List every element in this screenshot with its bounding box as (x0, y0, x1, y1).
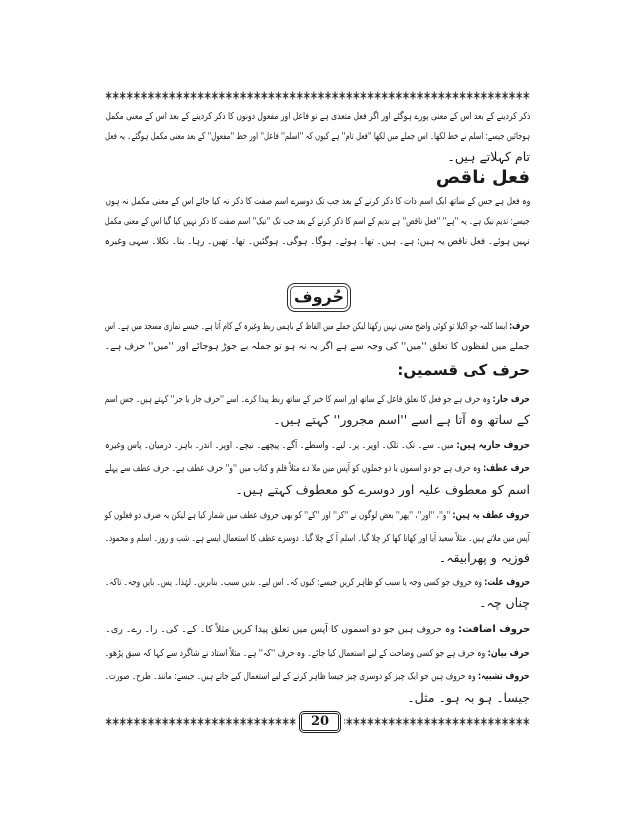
line-content (105, 459, 530, 479)
harf-jaar-line-1 (105, 388, 530, 408)
definition-text: ''و''، ''اور''، ''پھر'' بعض لوگوں نے ''کر'' اور ''کے'' کو بھی حروف عطف میں شمار کیا ہے لیکن یہ صرف دو فعلوں کو (104, 510, 451, 521)
paragraph-text: آپس میں ملاتے ہیں۔ مثلاً سعید آیا اور کھانا کھا کر چلا گیا۔ اسلم آ کے چلا گیا۔ دوسرے عطف کا استعمال ایسے ہے۔ شب و روز۔ اسلم و محمود۔ (104, 533, 530, 544)
types-heading: حرف کی قسمیں: (397, 361, 530, 379)
line-content (105, 506, 530, 526)
term-label: حروف علت: (484, 577, 530, 588)
definition-text: ایسا کلمہ جو اکیلا تو کوئی واضح معنی نہیں رکھتا لیکن جملے میں الفاظ کے باہمی ربط وغیرہ کے کام آتا ہے۔ جیسے نمازی مسجد میں ہے۔ اس (105, 321, 508, 332)
definition-text: وہ حروف جو کسی وجہ یا سبب کو ظاہر کریں جیسے: کیوں کہ۔ اس لیے۔ بدیں سبب۔ بنابریں۔ لہٰذا۔ پس۔ بایں وجہ۔ تاکہ۔ (104, 577, 482, 588)
fel-naqis-line-2 (105, 210, 530, 230)
paragraph-text: جیسا۔ ہو بہ ہو۔ مثل۔ (407, 690, 530, 705)
line-content (105, 436, 530, 456)
term-label: حروف تشبیہ: (478, 671, 530, 682)
harf-line-2 (105, 335, 530, 355)
paragraph-text: وہ فعل ہے جس کے ساتھ ایک اسم ذات کا ذکر کرنے کے بعد جب تک دوسرے اسم صفت کا ذکر نہ کیا جائے اس کے معنی مکمل نہ ہوں (104, 196, 530, 207)
section-title-box: حُروف (287, 283, 351, 312)
huroof-atf-line-2 (105, 527, 530, 547)
paragraph-text: اسم کو معطوف علیہ اور دوسرے کو معطوف کہتے ہیں۔ (235, 482, 530, 497)
term-label: حرف: (509, 321, 530, 332)
harf-atf-line-2 (105, 480, 530, 500)
fel-naqis-line-3 (105, 230, 530, 250)
definition-text: میں۔ سے۔ تک۔ تلک۔ اوپر۔ پر۔ لیے۔ واسطے۔ آگے۔ پیچھے۔ نیچے۔ اوپر۔ اندر۔ باہر۔ درمیان۔ پاس وغیرہ (105, 440, 454, 451)
paragraph-text: نہیں ہوئے۔ فعل ناقص یہ ہیں: ہے۔ ہیں۔ تھا۔ ہوئے۔ ہوگا۔ ہوگی۔ ہوگئیں۔ تھا۔ تھیں۔ رہا۔ بنا۔ نکلا۔ سہی وغیرہ (105, 236, 530, 247)
term-label: حروف عطف یہ ہیں: (452, 510, 530, 521)
definition-text: وہ حرف ہے جو دو اسموں یا دو جملوں کو آپس میں ملا دے مثلاً قلم و کتاب میں ''و'' حرف عطف ہے۔ حرف عطف سے پہلے (105, 463, 481, 474)
huroof-atf-line-3 (105, 548, 530, 568)
harf-bayan-line-1 (105, 642, 530, 662)
harf-line-1 (105, 315, 530, 335)
fel-taam-line-3 (105, 147, 530, 167)
paragraph-text: جیسے: ندیم نیک ہے۔ یہ ''ہے'' ''فعل ناقص'' ہے ندیم کے اسم کا ذکر کرنے کے بعد جب تک ''نیک'' اسم صفت کا ذکر نہیں کیا گیا اس کے معنی مکمل (105, 216, 530, 227)
line-content (105, 667, 530, 687)
paragraph-text: چناں چہ۔ (479, 595, 530, 610)
paragraph-text: کے ساتھ وہ آتا ہے اسے ''اسم مجرور'' کہتے ہیں۔ (273, 412, 530, 427)
fel-taam-line-1 (105, 105, 530, 125)
huroof-tashbih-line-2 (105, 688, 530, 708)
line-content (105, 390, 530, 410)
fel-taam-line-2 (105, 125, 530, 145)
term-label: حروف اضافت: (457, 624, 530, 635)
paragraph-text: تام کہلاتے ہیں۔ (447, 149, 530, 164)
paragraph-text: فوزیہ و پھرابیقہ۔ (438, 550, 530, 565)
huroof-illat-line-1 (105, 571, 530, 591)
term-label: حروف جاریہ ہیں: (456, 440, 530, 451)
definition-text: وہ حروف ہیں جو ایک چیز کو دوسری چیز جیسا ظاہر کرنے کے لیے استعمال کیے جاتے ہیں۔ جیسے: مانند۔ طرح۔ صورت۔ (105, 671, 477, 682)
definition-text: وہ حرف ہے جو کسی وضاحت کے لیے استعمال کیا جائے۔ وہ حرف ''کہ'' ہے۔ مثلاً استاد نے شاگرد سے کہا کہ سبق پڑھو۔ (104, 648, 486, 659)
line-content (105, 644, 530, 664)
paragraph-text: ہوجائیں جیسے: اسلم نے خط لکھا۔ اس جملے میں لکھا ''فعل تام'' ہے کیوں کہ ''اسلم'' فاعل'' اور خط ''مفعول'' کے بعد معنی مکمل ہوگئے۔ یہ فعل (104, 131, 530, 142)
harf-jaar-line-2 (105, 410, 530, 430)
term-label: حرف بیان: (488, 648, 530, 659)
paragraph-text: ذکر کردینے کے بعد اس کے معنی پورے ہوگئے اور اگر فعل متعدی ہے تو فاعل اور مفعول دونوں کا ذکر کردینے کے بعد اس کے معنی مکمل (104, 111, 530, 122)
page-number: 20 (299, 711, 341, 733)
term-label: حرف عطف: (483, 463, 530, 474)
fel-naqis-heading: فعل ناقص (435, 167, 530, 188)
huroof-atf-line-1 (105, 504, 530, 524)
huroof-izafat-line-1 (105, 618, 530, 638)
top-ornament-border (105, 90, 530, 101)
term-label: حرف جار: (492, 394, 530, 405)
definition-text: وہ حرف ہے جو فعل کا تعلق فاعل کے ساتھ اور اسم کا خبر کے ساتھ ربط پیدا کرے۔ اسے ''حرف جار یا جر'' کہتے ہیں۔ جس اسم (104, 394, 491, 405)
huroof-jaariya-line-1 (105, 434, 530, 454)
paragraph-text: جملے میں لفظوں کا تعلق ''میں'' کی وجہ سے ہے اگر یہ نہ ہو تو جملہ بے جوڑ ہوجائے اور ''میں'' حرف ہے۔ (104, 341, 530, 352)
fel-naqis-line-1 (105, 190, 530, 210)
line-content (105, 317, 530, 337)
huroof-illat-line-2 (105, 593, 530, 613)
line-content (105, 573, 530, 593)
huroof-tashbih-line-1 (105, 665, 530, 685)
harf-atf-line-1 (105, 457, 530, 477)
definition-text: وہ حروف ہیں جو دو اسموں کا آپس میں تعلق پیدا کریں مثلاً کا۔ کے۔ کی۔ را۔ رے۔ ری۔ (104, 624, 455, 635)
line-content (105, 620, 530, 640)
